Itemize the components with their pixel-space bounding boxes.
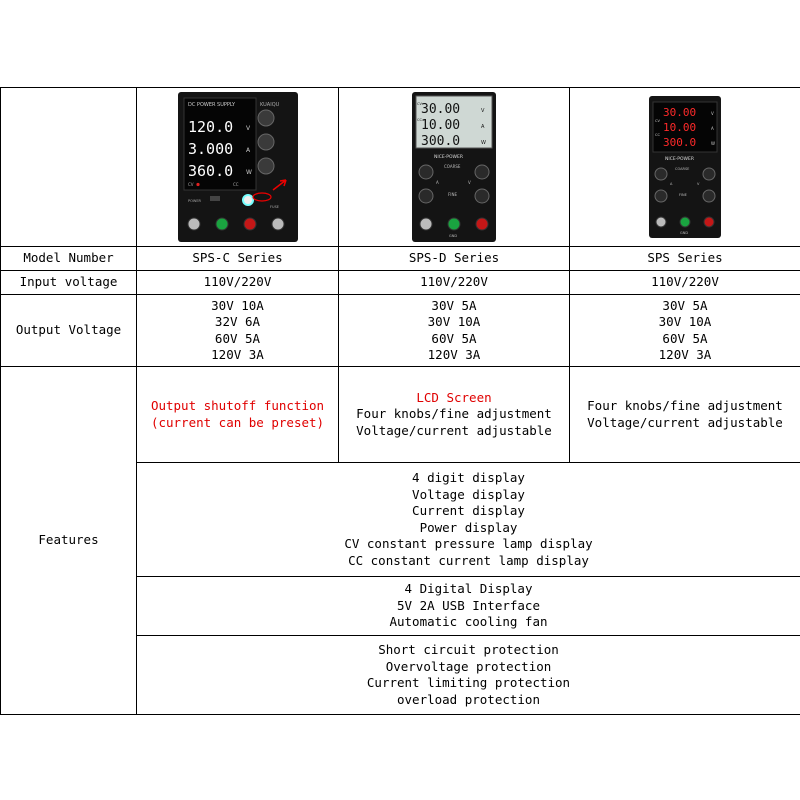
common-features-display bbox=[137, 463, 800, 577]
knob-icon bbox=[258, 110, 274, 126]
feature-line: Voltage/current adjustable bbox=[587, 414, 783, 430]
knob-icon bbox=[655, 168, 667, 180]
output-spec: 30V 10A bbox=[427, 314, 481, 329]
unit-voltage: V bbox=[481, 108, 485, 114]
output-sps-c bbox=[137, 295, 339, 367]
readout-current: 10.00 bbox=[421, 118, 461, 133]
output-sps bbox=[570, 295, 800, 367]
features-sps-c bbox=[137, 367, 339, 463]
image-row-label-cell bbox=[1, 88, 137, 247]
row-label-input: Input voltage bbox=[1, 271, 137, 295]
fine-label: FINE bbox=[448, 192, 457, 197]
device-sps-c-drawing bbox=[178, 92, 298, 242]
cv-lamp-label: CV bbox=[187, 182, 194, 187]
feature-line: (current can be preset) bbox=[150, 414, 325, 430]
feature-line: Overvoltage protection bbox=[385, 658, 552, 674]
knob-icon bbox=[419, 165, 433, 179]
readout-voltage: 30.00 bbox=[421, 102, 461, 117]
product-image-sps bbox=[570, 88, 800, 247]
feature-line: CV constant pressure lamp display bbox=[344, 536, 593, 551]
cc-lamp-label: CC bbox=[232, 182, 239, 187]
brand-logo: NICE-POWER bbox=[665, 157, 694, 162]
readout-voltage: 120.0 bbox=[187, 118, 233, 136]
output-spec: 32V 6A bbox=[214, 314, 261, 329]
model-sps-c: SPS-C Series bbox=[137, 247, 339, 271]
v-label: V bbox=[697, 182, 700, 186]
v-label: V bbox=[468, 180, 471, 185]
knob-icon bbox=[475, 189, 489, 203]
knob-icon bbox=[655, 190, 667, 202]
output-spec: 60V 5A bbox=[431, 330, 477, 346]
feature-line: Automatic cooling fan bbox=[389, 614, 548, 630]
row-label-output: Output Voltage bbox=[1, 295, 137, 367]
unit-voltage: V bbox=[245, 125, 250, 132]
gnd-label: GND bbox=[680, 231, 689, 235]
cv-lamp-icon bbox=[196, 183, 199, 186]
fuse-label: FUSE bbox=[269, 205, 279, 209]
device-sps-drawing bbox=[649, 96, 721, 238]
model-sps-d: SPS-D Series bbox=[339, 247, 570, 271]
cc-label: CC bbox=[417, 118, 422, 122]
input-sps-d: 110V/220V bbox=[339, 271, 570, 295]
device-sps-d-drawing bbox=[412, 92, 496, 242]
knob-icon bbox=[419, 189, 433, 203]
model-row bbox=[1, 247, 800, 271]
fine-label: FINE bbox=[679, 193, 687, 197]
feature-line: Voltage display bbox=[412, 486, 525, 502]
features-specific-row bbox=[1, 367, 800, 463]
unit-power: W bbox=[245, 169, 252, 176]
output-spec: 30V 5A bbox=[431, 297, 477, 313]
feature-line: Current display bbox=[412, 503, 525, 518]
cv-label: CV bbox=[417, 102, 422, 106]
row-label-model: Model Number bbox=[1, 247, 137, 271]
brand-logo: NICE-POWER bbox=[434, 155, 463, 160]
unit-power: W bbox=[711, 141, 715, 146]
readout-power: 300.0 bbox=[663, 136, 697, 149]
highlight-ellipse-icon bbox=[253, 193, 271, 201]
a-label: A bbox=[436, 180, 439, 185]
output-spec: 30V 10A bbox=[658, 314, 712, 329]
knob-icon bbox=[475, 165, 489, 179]
cc-label: CC bbox=[655, 133, 660, 137]
terminal-icon bbox=[656, 217, 666, 227]
feature-line: Voltage/current adjustable bbox=[356, 422, 552, 438]
output-button-icon bbox=[243, 195, 253, 205]
unit-current: A bbox=[711, 126, 714, 131]
output-sps-d bbox=[339, 295, 570, 367]
comparison-table bbox=[0, 87, 800, 715]
knob-icon bbox=[258, 158, 274, 174]
feature-line: Four knobs/fine adjustment bbox=[356, 406, 552, 422]
output-spec: 120V 3A bbox=[211, 347, 264, 362]
common-features-protection bbox=[137, 636, 800, 715]
unit-power: W bbox=[481, 140, 486, 146]
output-spec: 60V 5A bbox=[214, 330, 261, 346]
device-sps-c bbox=[178, 92, 298, 242]
a-label: A bbox=[670, 182, 673, 186]
panel-title: DC POWER SUPPLY bbox=[187, 102, 235, 108]
feature-line: Output shutoff function bbox=[150, 398, 325, 413]
feature-line: LCD Screen bbox=[416, 389, 492, 405]
knob-icon bbox=[703, 168, 715, 180]
feature-line: Short circuit protection bbox=[378, 642, 559, 657]
knob-icon bbox=[258, 134, 274, 150]
gnd-terminal-icon bbox=[216, 218, 228, 230]
readout-current: 10.00 bbox=[663, 121, 697, 134]
gnd-terminal-icon bbox=[680, 217, 690, 227]
coarse-label: COARSE bbox=[444, 164, 461, 169]
gnd-terminal-icon bbox=[448, 218, 460, 230]
feature-line: 4 digit display bbox=[412, 470, 525, 485]
positive-terminal-icon bbox=[244, 218, 256, 230]
red-arrow-icon bbox=[273, 180, 286, 190]
readout-power: 360.0 bbox=[187, 162, 233, 180]
model-sps: SPS Series bbox=[570, 247, 800, 271]
features-sps-d bbox=[339, 367, 570, 463]
product-image-sps-d bbox=[339, 88, 570, 247]
positive-terminal-icon bbox=[704, 217, 714, 227]
row-label-features: Features bbox=[1, 367, 137, 715]
terminal-icon bbox=[188, 218, 200, 230]
positive-terminal-icon bbox=[476, 218, 488, 230]
input-sps: 110V/220V bbox=[570, 271, 800, 295]
usb-port-icon bbox=[210, 196, 220, 201]
input-row bbox=[1, 271, 800, 295]
power-label: POWER bbox=[187, 199, 201, 203]
unit-current: A bbox=[481, 124, 485, 130]
feature-line: 5V 2A USB Interface bbox=[397, 597, 540, 613]
feature-line: CC constant current lamp display bbox=[348, 552, 589, 568]
coarse-label: COARSE bbox=[675, 167, 690, 171]
gnd-label: GND bbox=[449, 234, 458, 238]
output-spec: 30V 5A bbox=[662, 297, 708, 313]
unit-current: A bbox=[245, 147, 250, 154]
product-image-sps-c bbox=[137, 88, 339, 247]
readout-power: 300.0 bbox=[421, 134, 461, 149]
feature-line: Power display bbox=[419, 519, 518, 535]
terminal-icon bbox=[420, 218, 432, 230]
output-spec: 120V 3A bbox=[427, 347, 481, 362]
feature-line: 4 Digital Display bbox=[404, 581, 533, 597]
cv-label: CV bbox=[655, 119, 660, 123]
knob-icon bbox=[703, 190, 715, 202]
device-sps-d bbox=[412, 92, 496, 242]
output-row bbox=[1, 295, 800, 367]
brand-logo: KUAIQU bbox=[259, 102, 279, 108]
output-spec: 30V 10A bbox=[211, 297, 264, 313]
output-spec: 120V 3A bbox=[658, 347, 712, 362]
unit-voltage: V bbox=[711, 111, 714, 116]
feature-line: Four knobs/fine adjustment bbox=[587, 398, 783, 413]
feature-line: overload protection bbox=[397, 691, 540, 707]
device-sps bbox=[649, 96, 721, 238]
output-spec: 60V 5A bbox=[662, 330, 708, 346]
feature-line: Current limiting protection bbox=[366, 675, 571, 690]
terminal-icon bbox=[272, 218, 284, 230]
features-sps bbox=[570, 367, 800, 463]
common-features-interface bbox=[137, 577, 800, 636]
image-row bbox=[1, 88, 800, 247]
input-sps-c: 110V/220V bbox=[137, 271, 339, 295]
readout-current: 3.000 bbox=[187, 140, 233, 158]
readout-voltage: 30.00 bbox=[663, 106, 697, 119]
